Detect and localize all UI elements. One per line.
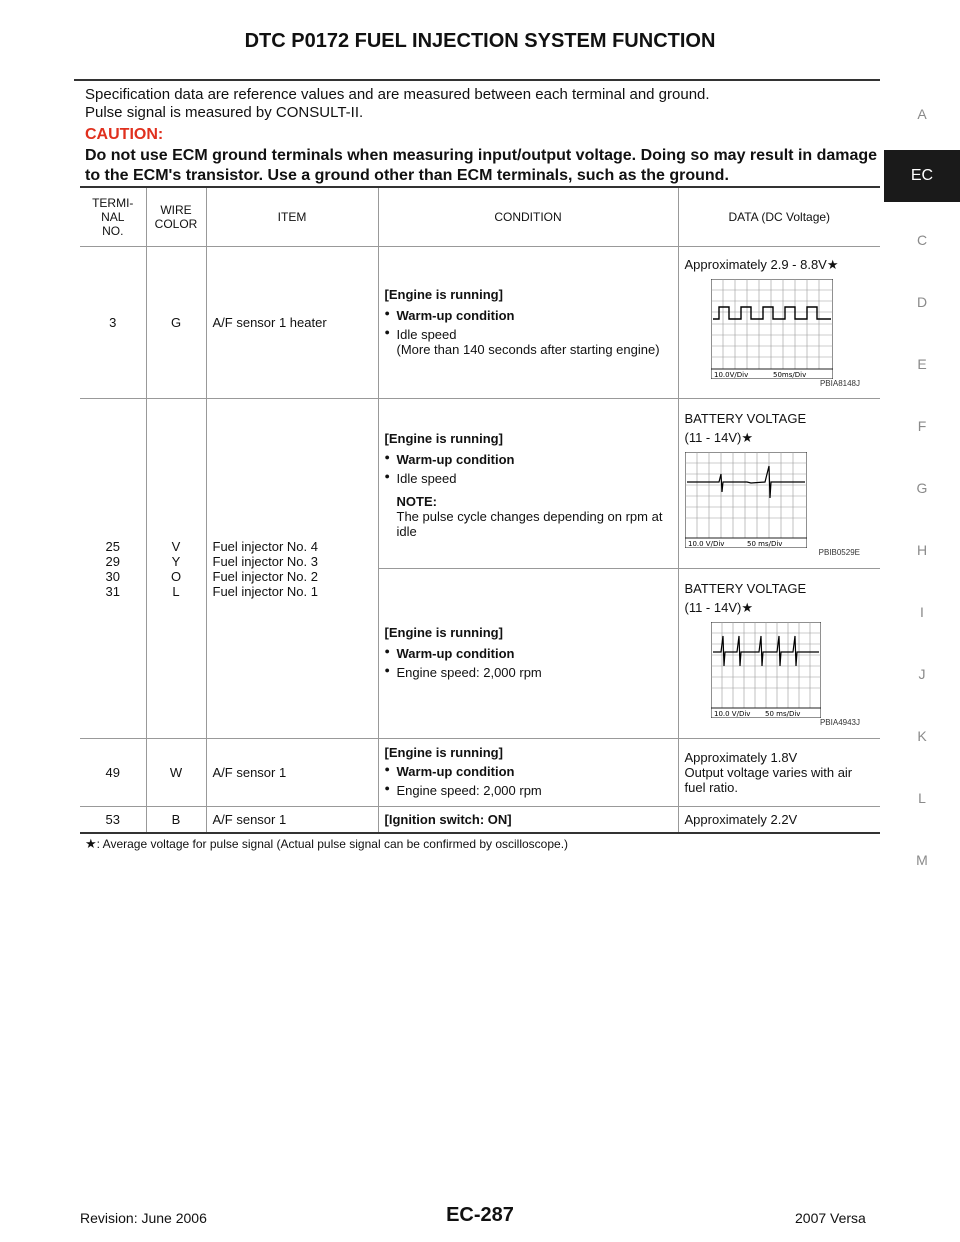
condition-bullet: ● Engine speed: 2,000 rpm	[385, 665, 672, 680]
side-tab-j[interactable]: J	[918, 666, 926, 682]
condition-heading: [Engine is running]	[384, 286, 503, 302]
oscilloscope-waveform-image	[711, 622, 821, 718]
item-cell: A/F sensor 1 heater	[206, 247, 378, 399]
table-header-row	[80, 187, 880, 247]
col-header-data: DATA (DC Voltage)	[678, 187, 880, 247]
intro-line-1: Specification data are reference values and are measured between each terminal and ground.	[85, 86, 710, 103]
star-icon: ★	[741, 599, 753, 615]
data-value: (11 - 14V)	[684, 429, 742, 445]
item-cell: Fuel injector No. 4 Fuel injector No. 3 Fuel injector No. 2 Fuel injector No. 1	[206, 399, 378, 739]
wire-color-cell: W	[146, 739, 206, 807]
data-cell	[678, 399, 880, 569]
col-header-item: ITEM	[206, 187, 378, 247]
table-row	[80, 739, 880, 807]
side-tab-m[interactable]: M	[916, 852, 928, 868]
side-tab-e[interactable]: E	[917, 356, 927, 372]
terminal-cell: 3	[80, 247, 146, 399]
condition-heading: [Ignition switch: ON]	[384, 811, 512, 827]
scope-time-label: 50 ms/Div	[746, 539, 782, 548]
side-tab-c[interactable]: C	[916, 232, 928, 248]
title-divider	[74, 79, 880, 81]
col-header-wire-color: WIRE COLOR	[146, 187, 206, 247]
data-value: (11 - 14V)	[684, 599, 742, 615]
star-icon: ★	[85, 836, 97, 851]
condition-bullet: ● Warm-up condition	[385, 452, 672, 467]
condition-bullet: ● Engine speed: 2,000 rpm	[385, 783, 672, 798]
item-cell: A/F sensor 1	[206, 807, 378, 833]
scope-time-label: 50ms/Div	[772, 371, 806, 379]
table-row	[80, 247, 880, 399]
condition-heading: [Engine is running]	[384, 745, 503, 760]
star-icon: ★	[741, 429, 753, 445]
condition-subtext: (More than 140 seconds after starting engine)	[396, 341, 660, 357]
side-tab-l[interactable]: L	[918, 790, 926, 806]
footnote	[85, 836, 568, 852]
data-cell	[678, 569, 880, 739]
condition-heading: [Engine is running]	[384, 430, 503, 446]
intro-line-2: Pulse signal is measured by CONSULT-II.	[85, 104, 364, 121]
side-tab-k[interactable]: K	[917, 728, 927, 744]
figure-ref: PBIA8148J	[819, 379, 860, 388]
side-tab-ec-active[interactable]: EC	[884, 150, 960, 202]
page-title: DTC P0172 FUEL INJECTION SYSTEM FUNCTION	[244, 30, 716, 52]
note-text: The pulse cycle changes depending on rpm at idle	[396, 508, 663, 539]
condition-bullet-text: Idle speed	[396, 326, 457, 342]
data-value: BATTERY VOLTAGE	[684, 580, 807, 596]
data-cell	[678, 247, 880, 399]
data-value: Approximately 2.9 - 8.8V	[684, 257, 827, 272]
terminal-cell: 53	[80, 807, 146, 833]
scope-volts-label: 10.0 V/Div	[687, 539, 724, 548]
condition-bullet: ● Warm-up condition	[385, 308, 672, 323]
side-tab-a[interactable]: A	[917, 106, 927, 122]
condition-cell	[378, 807, 678, 833]
item-cell: A/F sensor 1	[206, 739, 378, 807]
terminal-cell: 25 29 30 31	[80, 399, 146, 739]
col-header-condition: CONDITION	[378, 187, 678, 247]
condition-bullet: ● Warm-up condition	[385, 646, 672, 661]
condition-heading: [Engine is running]	[384, 625, 503, 640]
side-tab-g[interactable]: G	[916, 480, 928, 496]
wire-color-cell: B	[146, 807, 206, 833]
terminal-cell: 49	[80, 739, 146, 807]
condition-cell	[378, 569, 678, 739]
caution-text: Do not use ECM ground terminals when measuring input/output voltage. Doing so may result in damage to the ECM's transistor. Use a ground other than ECM terminals, such as the ground.	[85, 147, 878, 184]
data-cell: Approximately 1.8V Output voltage varies with air fuel ratio.	[678, 739, 880, 807]
side-tab-f[interactable]: F	[917, 418, 927, 434]
page-number: EC-287	[446, 1204, 514, 1226]
footnote-text: : Average voltage for pulse signal (Actual pulse signal can be confirmed by oscilloscope.)	[96, 837, 569, 851]
note-heading: NOTE:	[396, 493, 437, 509]
side-tab-h[interactable]: H	[916, 542, 928, 558]
wire-color-cell: V Y O L	[146, 399, 206, 739]
condition-cell	[378, 247, 678, 399]
condition-cell	[378, 399, 678, 569]
figure-ref: PBIA4943J	[819, 717, 860, 727]
scope-time-label: 50 ms/Div	[764, 709, 800, 718]
revision-date: Revision: June 2006	[80, 1210, 207, 1226]
figure-ref: PBIB0529E	[818, 547, 860, 557]
side-tab-d[interactable]: D	[916, 294, 928, 310]
scope-volts-label: 10.0 V/Div	[713, 709, 750, 718]
oscilloscope-waveform-image	[711, 279, 833, 379]
oscilloscope-waveform-image	[685, 452, 807, 548]
condition-bullet	[385, 327, 672, 357]
intro-text	[85, 86, 710, 122]
wire-color-cell: G	[146, 247, 206, 399]
vehicle-model: 2007 Versa	[795, 1210, 866, 1226]
data-value: BATTERY VOLTAGE	[684, 410, 807, 426]
caution-label: CAUTION:	[85, 126, 164, 143]
data-cell: Approximately 2.2V	[678, 807, 880, 833]
condition-cell	[378, 739, 678, 807]
condition-bullet: ● Idle speed	[385, 471, 672, 486]
terminal-spec-table	[80, 186, 880, 834]
condition-bullet: ● Warm-up condition	[385, 764, 672, 779]
table-row	[80, 807, 880, 833]
table-row	[80, 399, 880, 569]
side-tab-i[interactable]: I	[920, 604, 924, 620]
scope-volts-label: 10.0V/Div	[713, 371, 748, 379]
col-header-terminal: TERMI- NAL NO.	[80, 187, 146, 247]
star-icon: ★	[826, 257, 839, 272]
